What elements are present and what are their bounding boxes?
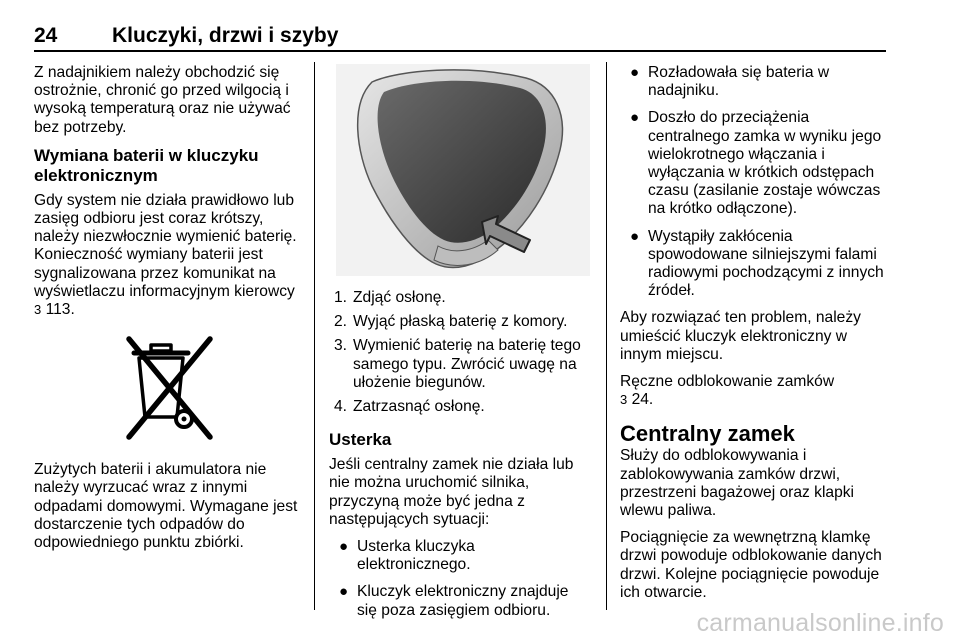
page-header: [34, 24, 886, 50]
disposal-paragraph: Zużytych baterii i akumulatora nie należy wyrzucać wraz z innymi odpadami domowymi. Wymagane jest dostarczenie tych odpadów do odpowiedniego punktu zbiórki.: [34, 461, 298, 552]
fault-causes-list-continued: [620, 64, 888, 300]
door-handle-paragraph: Pociągnięcie za wewnętrzną klamkę drzwi powoduje odblokowanie danych drzwi. Kolejne pociągnięcie powoduje ich otwarcie.: [620, 529, 882, 601]
bullet-icon: ●: [339, 538, 349, 556]
manual-unlock-reference: Ręczne odblokowanie zamków 3 24.: [620, 373, 835, 409]
fault-heading: Usterka: [329, 430, 392, 450]
page-ref-arrow-icon: 3: [34, 302, 42, 318]
battery-paragraph: [34, 192, 302, 319]
column-divider-left: [314, 62, 315, 610]
battery-replacement-heading: Wymiana baterii w kluczyku elektronicznym: [34, 145, 259, 185]
key-fob-battery-illustration: [336, 64, 590, 276]
page-ref-number: 24.: [631, 391, 654, 409]
chapter-title: Kluczyki, drzwi i szyby: [112, 24, 339, 47]
column-2: [329, 289, 592, 629]
watermark: carmanualsonline.info: [696, 609, 944, 637]
column-1: [34, 64, 302, 561]
solution-paragraph: Aby rozwiązać ten problem, należy umieścić kluczyk elektroniczny w innym miejscu.: [620, 309, 861, 363]
fault-causes-list: [329, 538, 592, 620]
list-item: ● Rozładowała się bateria w nadajniku.: [630, 64, 830, 100]
list-item: ● Doszło do przeciążenia centralnego zamka w wyniku jego wielokrotnego włączania i wyłączania w krótkich odstępach czasu (zasilanie zostaje wówczas na krótko odłączone).: [630, 109, 882, 218]
page-ref-arrow-icon: 3: [620, 392, 628, 408]
battery-steps-list: [329, 289, 592, 416]
central-locking-heading: Centralny zamek: [620, 421, 795, 447]
list-item: 1. Zdjąć osłonę.: [334, 289, 446, 306]
bullet-icon: ●: [630, 64, 640, 81]
battery-paragraph-text: Gdy system nie działa prawidłowo lub zasięg odbioru jest coraz krótszy, należy niezwłocznie wymienić baterię. Konieczność wymiany baterii jest sygnalizowana przez komunikat na wyświetlaczu informacyjnym kierowcy: [34, 191, 297, 300]
page-number: 24: [34, 24, 58, 47]
care-paragraph: Z nadajnikiem należy obchodzić się ostrożnie, chronić go przed wilgocią i wysoką temperaturą oraz nie używać bez potrzeby.: [34, 64, 291, 136]
list-item: 4. Zatrzasnąć osłonę.: [334, 398, 485, 416]
column-3: [620, 64, 888, 611]
bullet-icon: ●: [630, 227, 640, 245]
list-item: ● Wystąpiły zakłócenia spowodowane silniejszymi falami radiowymi pochodzącymi z innych źródeł.: [630, 227, 884, 300]
list-item: 3. Wymienić baterię na baterię tego samego typu. Zwrócić uwagę na ułożenie biegunów.: [334, 337, 581, 391]
list-item: ● Kluczyk elektroniczny znajduje się poza zasięgiem odbioru.: [339, 583, 569, 619]
central-locking-paragraph: Służy do odblokowywania i zablokowywania zamków drzwi, przestrzeni bagażowej oraz klapki wlewu paliwa.: [620, 447, 855, 520]
list-item: 2. Wyjąć płaską baterię z komory.: [334, 313, 568, 331]
bullet-icon: ●: [630, 109, 640, 127]
list-item: ● Usterka kluczyka elektronicznego.: [339, 538, 475, 574]
column-divider-right: [606, 62, 607, 610]
crossed-bin-icon: [114, 329, 224, 449]
fault-paragraph: Jeśli centralny zamek nie działa lub nie można uruchomić silnika, przyczyną może być jedna z następujących sytuacji:: [329, 456, 574, 528]
header-rule: [34, 50, 886, 52]
page-ref-number: 113.: [45, 301, 75, 319]
bullet-icon: ●: [339, 583, 349, 601]
